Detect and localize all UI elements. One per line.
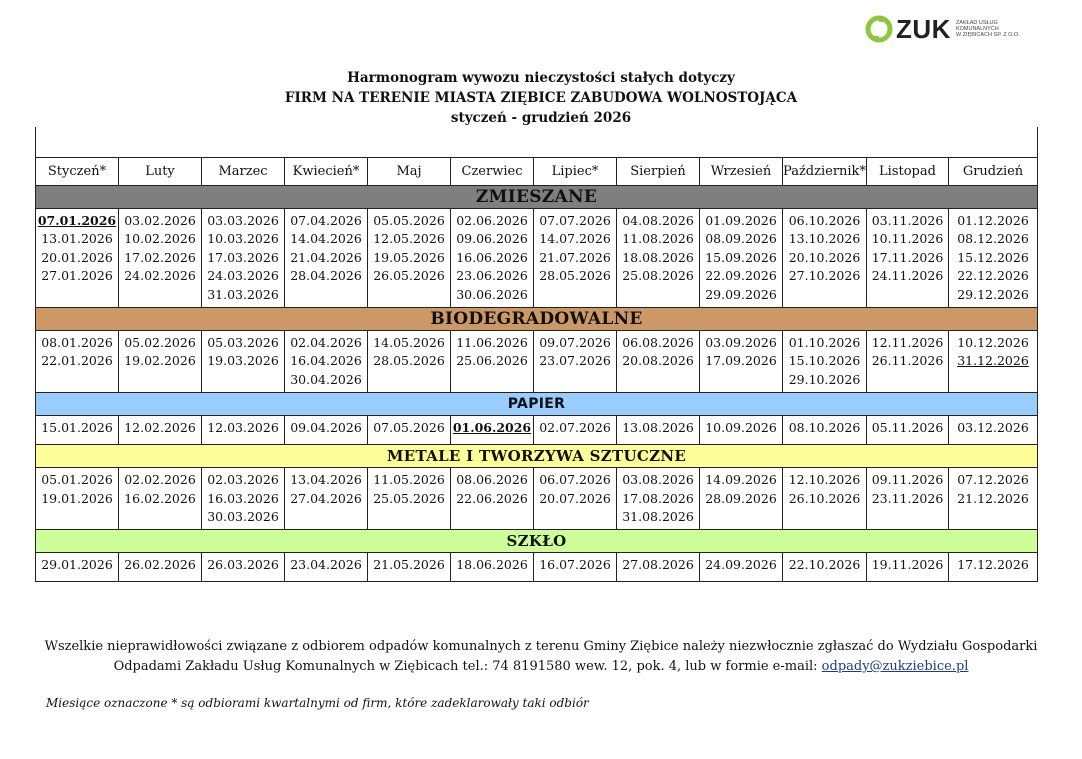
- pickup-date: 02.07.2026: [539, 420, 611, 436]
- category-row: [36, 445, 1038, 468]
- pickup-date: 23.11.2026: [871, 490, 944, 506]
- date-cell: [202, 468, 285, 530]
- date-cell: [368, 331, 451, 393]
- category-label: PAPIER: [36, 393, 1038, 416]
- pickup-date: 19.02.2026: [124, 353, 196, 369]
- date-cell: [451, 468, 534, 530]
- date-cell: [451, 416, 534, 445]
- pickup-date: 20.10.2026: [788, 249, 861, 265]
- pickup-date: 23.04.2026: [290, 557, 362, 573]
- month-header: Luty: [119, 158, 202, 186]
- date-cell: [368, 209, 451, 308]
- pickup-date: 03.02.2026: [124, 213, 196, 228]
- pickup-date: 07.04.2026: [290, 213, 362, 228]
- pickup-date: 08.01.2026: [41, 335, 113, 351]
- date-cell: [36, 209, 119, 308]
- date-cell: [783, 553, 867, 582]
- pickup-date: 16.06.2026: [456, 249, 528, 265]
- month-header: Grudzień: [949, 158, 1038, 186]
- category-label: BIODEGRADOWALNE: [36, 308, 1038, 331]
- pickup-date: 23.06.2026: [456, 268, 528, 284]
- pickup-date: 15.09.2026: [705, 249, 777, 265]
- date-cell: [285, 209, 368, 308]
- pickup-date: 05.01.2026: [41, 472, 113, 488]
- month-header: Lipiec*: [534, 158, 617, 186]
- pickup-date: 30.04.2026: [290, 371, 362, 387]
- pickup-date: 05.03.2026: [207, 335, 279, 351]
- pickup-date: 26.05.2026: [373, 268, 445, 284]
- pickup-date: 11.05.2026: [373, 472, 445, 488]
- pickup-date: 18.06.2026: [456, 557, 528, 573]
- contact-note: [0, 637, 1082, 677]
- pickup-date: 25.06.2026: [456, 353, 528, 369]
- date-cell: [368, 468, 451, 530]
- date-cell: [202, 553, 285, 582]
- pickup-date: 31.12.2026: [957, 353, 1029, 369]
- date-cell: [534, 331, 617, 393]
- pickup-date: 21.05.2026: [373, 557, 445, 573]
- pickup-date: 02.06.2026: [456, 213, 528, 228]
- pickup-date: 20.07.2026: [539, 490, 611, 506]
- date-cell: [368, 416, 451, 445]
- pickup-date: 04.08.2026: [622, 213, 694, 228]
- email-link[interactable]: odpady@zukziebice.pl: [821, 659, 969, 674]
- pickup-date: 16.02.2026: [124, 490, 196, 506]
- pickup-date: 23.07.2026: [539, 353, 611, 369]
- pickup-date: 01.09.2026: [705, 213, 777, 228]
- dates-row: [36, 416, 1038, 445]
- date-cell: [700, 416, 783, 445]
- pickup-date: 30.03.2026: [207, 509, 279, 525]
- date-cell: [451, 553, 534, 582]
- pickup-date: 10.03.2026: [207, 231, 279, 247]
- pickup-date: 12.02.2026: [124, 420, 196, 436]
- pickup-date: 13.01.2026: [41, 231, 113, 247]
- pickup-date: 29.09.2026: [705, 286, 777, 302]
- pickup-date: 10.09.2026: [705, 420, 777, 436]
- pickup-date: 17.11.2026: [871, 249, 944, 265]
- recycle-logo-icon: [864, 14, 894, 44]
- pickup-date: 25.05.2026: [373, 490, 445, 506]
- pickup-date: 28.09.2026: [705, 490, 777, 506]
- pickup-date: 01.06.2026: [452, 420, 532, 436]
- pickup-date: 10.11.2026: [871, 231, 944, 247]
- pickup-date: 07.12.2026: [957, 472, 1029, 488]
- pickup-date: 03.08.2026: [622, 472, 694, 488]
- pickup-date: 24.02.2026: [124, 268, 196, 284]
- pickup-date: 30.06.2026: [456, 286, 528, 302]
- month-header-row: [36, 158, 1038, 186]
- month-header: Maj: [368, 158, 451, 186]
- pickup-date: 16.04.2026: [290, 353, 362, 369]
- date-cell: [451, 331, 534, 393]
- date-cell: [285, 331, 368, 393]
- category-label: SZKŁO: [36, 530, 1038, 553]
- pickup-date: 17.03.2026: [207, 249, 279, 265]
- date-cell: [617, 468, 700, 530]
- pickup-date: 26.02.2026: [124, 557, 196, 573]
- date-cell: [617, 553, 700, 582]
- pickup-date: 15.01.2026: [41, 420, 113, 436]
- category-label: METALE I TWORZYWA SZTUCZNE: [36, 445, 1038, 468]
- pickup-date: 12.05.2026: [373, 231, 445, 247]
- pickup-date: 01.10.2026: [788, 335, 861, 351]
- pickup-date: 10.02.2026: [124, 231, 196, 247]
- pickup-date: 06.07.2026: [539, 472, 611, 488]
- pickup-date: 22.12.2026: [957, 268, 1029, 284]
- pickup-date: 26.10.2026: [788, 490, 861, 506]
- pickup-date: 09.04.2026: [290, 420, 362, 436]
- pickup-date: 27.10.2026: [788, 268, 861, 284]
- pickup-date: 29.10.2026: [788, 371, 861, 387]
- pickup-date: 20.01.2026: [41, 249, 113, 265]
- dates-row: [36, 553, 1038, 582]
- date-cell: [700, 209, 783, 308]
- pickup-date: 13.04.2026: [290, 472, 362, 488]
- pickup-date: 29.01.2026: [41, 557, 113, 573]
- category-row: [36, 308, 1038, 331]
- pickup-date: 17.09.2026: [705, 353, 777, 369]
- pickup-date: 28.05.2026: [373, 353, 445, 369]
- pickup-date: 28.05.2026: [539, 268, 611, 284]
- table-top-frame: [35, 127, 1038, 157]
- title-line-3: styczeń - grudzień 2026: [450, 110, 632, 126]
- pickup-date: 02.03.2026: [207, 472, 279, 488]
- category-row: [36, 530, 1038, 553]
- pickup-date: 07.07.2026: [539, 213, 611, 228]
- pickup-date: 03.12.2026: [957, 420, 1029, 436]
- month-header: Wrzesień: [700, 158, 783, 186]
- pickup-date: 19.03.2026: [207, 353, 279, 369]
- pickup-date: 12.11.2026: [871, 335, 944, 351]
- date-cell: [700, 553, 783, 582]
- pickup-date: 26.03.2026: [207, 557, 279, 573]
- logo-name: ZUK: [896, 14, 951, 44]
- date-cell: [617, 209, 700, 308]
- pickup-date: 25.08.2026: [622, 268, 694, 284]
- date-cell: [202, 209, 285, 308]
- schedule-table: [35, 157, 1038, 582]
- pickup-date: 21.07.2026: [539, 249, 611, 265]
- dates-row: [36, 468, 1038, 530]
- date-cell: [783, 416, 867, 445]
- pickup-date: 24.09.2026: [705, 557, 777, 573]
- date-cell: [36, 331, 119, 393]
- date-cell: [368, 553, 451, 582]
- month-header: Listopad: [867, 158, 949, 186]
- date-cell: [867, 416, 949, 445]
- dates-row: [36, 331, 1038, 393]
- pickup-date: 09.07.2026: [539, 335, 611, 351]
- date-cell: [949, 468, 1038, 530]
- pickup-date: 06.10.2026: [788, 213, 861, 228]
- pickup-date: 11.06.2026: [456, 335, 528, 351]
- date-cell: [285, 553, 368, 582]
- date-cell: [534, 468, 617, 530]
- date-cell: [534, 209, 617, 308]
- date-cell: [534, 416, 617, 445]
- pickup-date: 03.11.2026: [871, 213, 944, 228]
- date-cell: [119, 416, 202, 445]
- date-cell: [36, 416, 119, 445]
- date-cell: [949, 209, 1038, 308]
- date-cell: [617, 416, 700, 445]
- company-logo: [864, 14, 1036, 44]
- date-cell: [783, 468, 867, 530]
- date-cell: [534, 553, 617, 582]
- date-cell: [36, 468, 119, 530]
- pickup-date: 24.03.2026: [207, 268, 279, 284]
- pickup-date: 19.11.2026: [871, 557, 944, 573]
- month-header: Marzec: [202, 158, 285, 186]
- pickup-date: 07.05.2026: [373, 420, 445, 436]
- pickup-date: 07.01.2026: [37, 213, 117, 228]
- pickup-date: 12.10.2026: [788, 472, 861, 488]
- pickup-date: 22.06.2026: [456, 490, 528, 506]
- title-line-2: FIRM NA TERENIE MIASTA ZIĘBICE ZABUDOWA WOLNOSTOJĄCA: [284, 90, 798, 106]
- footnote: Miesiące oznaczone * są odbiorami kwartalnymi od firm, które zadeklarowały taki odbiór: [46, 696, 589, 710]
- pickup-date: 06.08.2026: [622, 335, 694, 351]
- pickup-date: 17.08.2026: [622, 490, 694, 506]
- pickup-date: 08.12.2026: [957, 231, 1029, 247]
- note-line-1: Wszelkie nieprawidłowości związane z odbiorem odpadów komunalnych z terenu Gminy Ziębice należy niezwłocznie zgłaszać do Wydziału Gospodarki: [44, 639, 1038, 654]
- date-cell: [783, 331, 867, 393]
- date-cell: [285, 468, 368, 530]
- date-cell: [202, 331, 285, 393]
- pickup-date: 20.08.2026: [622, 353, 694, 369]
- pickup-date: 21.04.2026: [290, 249, 362, 265]
- pickup-date: 05.02.2026: [124, 335, 196, 351]
- pickup-date: 09.06.2026: [456, 231, 528, 247]
- date-cell: [700, 331, 783, 393]
- pickup-date: 05.11.2026: [871, 420, 944, 436]
- pickup-date: 22.01.2026: [41, 353, 113, 369]
- pickup-date: 27.01.2026: [41, 268, 113, 284]
- note-line-2: Odpadami Zakładu Usług Komunalnych w Ziębicach tel.: 74 8191580 wew. 12, pok. 4, lub w formie e-mail: odpady@zukziebice.pl: [113, 659, 969, 674]
- pickup-date: 14.04.2026: [290, 231, 362, 247]
- pickup-date: 24.11.2026: [871, 268, 944, 284]
- document-title: [0, 68, 1082, 128]
- date-cell: [451, 209, 534, 308]
- pickup-date: 02.04.2026: [290, 335, 362, 351]
- pickup-date: 08.06.2026: [456, 472, 528, 488]
- pickup-date: 31.08.2026: [622, 509, 694, 525]
- category-row: [36, 186, 1038, 209]
- title-line-1: Harmonogram wywozu nieczystości stałych dotyczy: [347, 70, 735, 86]
- pickup-date: 21.12.2026: [957, 490, 1029, 506]
- month-header: Czerwiec: [451, 158, 534, 186]
- pickup-date: 14.07.2026: [539, 231, 611, 247]
- pickup-date: 01.12.2026: [957, 213, 1029, 228]
- date-cell: [700, 468, 783, 530]
- pickup-date: 15.12.2026: [957, 249, 1029, 265]
- pickup-date: 05.05.2026: [373, 213, 445, 228]
- pickup-date: 22.09.2026: [705, 268, 777, 284]
- category-row: [36, 393, 1038, 416]
- pickup-date: 26.11.2026: [871, 353, 944, 369]
- pickup-date: 11.08.2026: [622, 231, 694, 247]
- pickup-date: 13.10.2026: [788, 231, 861, 247]
- pickup-date: 08.09.2026: [705, 231, 777, 247]
- pickup-date: 03.09.2026: [705, 335, 777, 351]
- pickup-date: 18.08.2026: [622, 249, 694, 265]
- month-header: Sierpień: [617, 158, 700, 186]
- logo-subtitle: ZAKŁAD USŁUG KOMUNALNYCH W ZIĘBICACH SP. Z O.O.: [955, 19, 1020, 39]
- pickup-date: 27.04.2026: [290, 490, 362, 506]
- pickup-date: 10.12.2026: [957, 335, 1029, 351]
- date-cell: [949, 553, 1038, 582]
- date-cell: [119, 331, 202, 393]
- date-cell: [867, 331, 949, 393]
- category-label: ZMIESZANE: [36, 186, 1038, 209]
- date-cell: [119, 553, 202, 582]
- pickup-date: 12.03.2026: [207, 420, 279, 436]
- pickup-date: 02.02.2026: [124, 472, 196, 488]
- month-header: Styczeń*: [36, 158, 119, 186]
- pickup-date: 29.12.2026: [957, 286, 1029, 302]
- pickup-date: 31.03.2026: [207, 286, 279, 302]
- pickup-date: 13.08.2026: [622, 420, 694, 436]
- date-cell: [119, 468, 202, 530]
- pickup-date: 16.03.2026: [207, 490, 279, 506]
- pickup-date: 15.10.2026: [788, 353, 861, 369]
- date-cell: [949, 416, 1038, 445]
- date-cell: [119, 209, 202, 308]
- date-cell: [867, 209, 949, 308]
- date-cell: [949, 331, 1038, 393]
- date-cell: [202, 416, 285, 445]
- pickup-date: 17.12.2026: [957, 557, 1029, 573]
- pickup-date: 28.04.2026: [290, 268, 362, 284]
- month-header: Październik*: [783, 158, 867, 186]
- pickup-date: 14.09.2026: [705, 472, 777, 488]
- pickup-date: 19.01.2026: [41, 490, 113, 506]
- date-cell: [36, 553, 119, 582]
- date-cell: [867, 553, 949, 582]
- pickup-date: 22.10.2026: [788, 557, 861, 573]
- pickup-date: 19.05.2026: [373, 249, 445, 265]
- pickup-date: 14.05.2026: [373, 335, 445, 351]
- pickup-date: 03.03.2026: [207, 213, 279, 228]
- pickup-date: 08.10.2026: [788, 420, 861, 436]
- pickup-date: 27.08.2026: [622, 557, 694, 573]
- date-cell: [783, 209, 867, 308]
- dates-row: [36, 209, 1038, 308]
- month-header: Kwiecień*: [285, 158, 368, 186]
- pickup-date: 16.07.2026: [539, 557, 611, 573]
- date-cell: [285, 416, 368, 445]
- date-cell: [867, 468, 949, 530]
- pickup-date: 09.11.2026: [871, 472, 944, 488]
- date-cell: [617, 331, 700, 393]
- pickup-date: 17.02.2026: [124, 249, 196, 265]
